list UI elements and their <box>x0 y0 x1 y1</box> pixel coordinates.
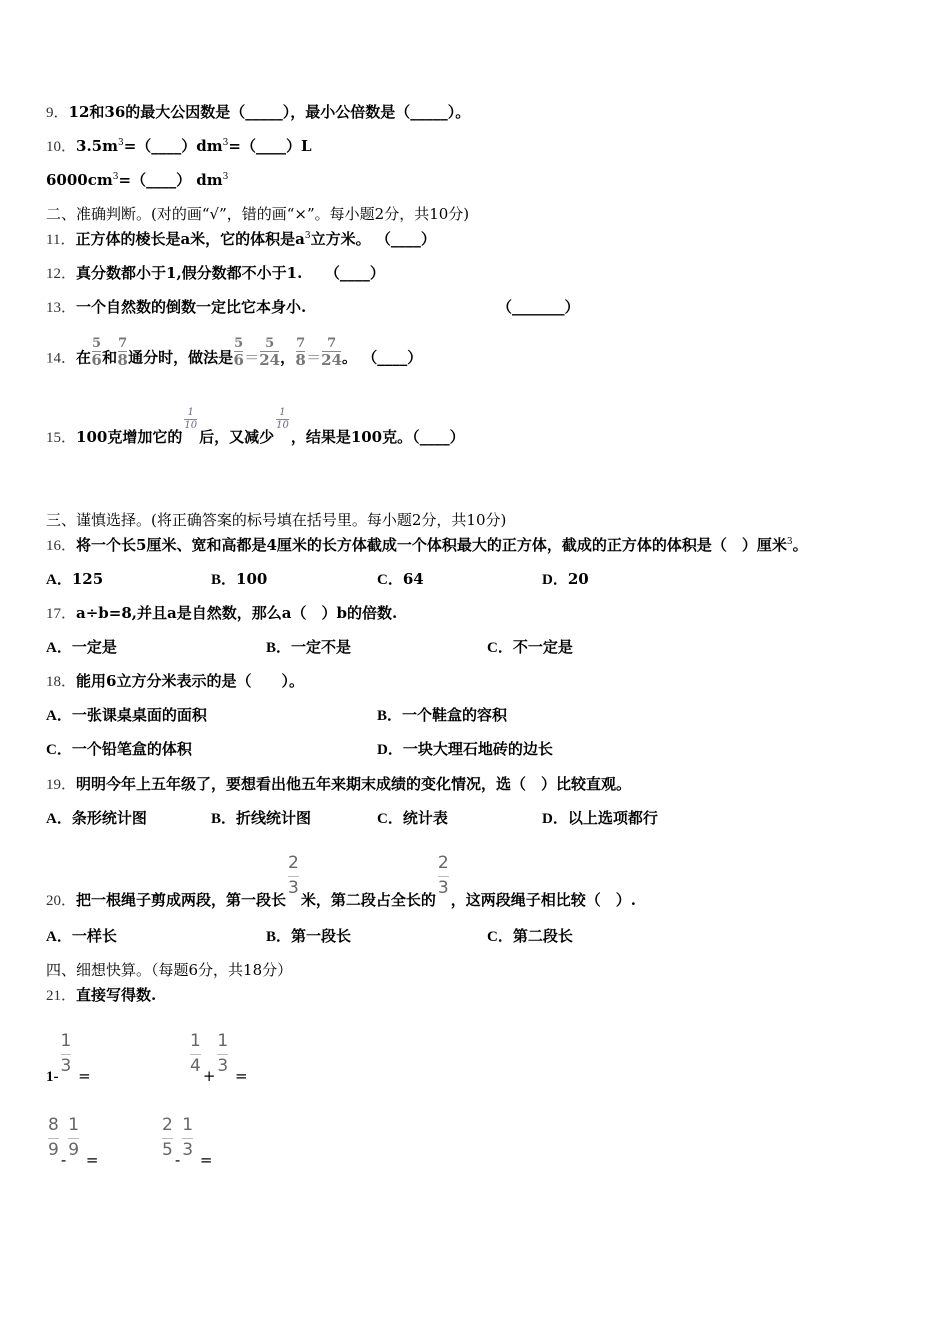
question-text: 100克增加它的 <box>76 428 183 446</box>
fraction <box>68 1117 79 1159</box>
equals-sign: = <box>199 1151 213 1169</box>
option-value: 20 <box>567 570 589 588</box>
operator: + <box>202 1067 216 1085</box>
fraction-bar <box>68 1138 79 1139</box>
superscript: 3 <box>112 172 119 182</box>
question-text: 。 （____） <box>342 348 423 367</box>
fraction <box>233 337 244 368</box>
equals-sign: = <box>85 1151 99 1169</box>
question-text: ， <box>280 348 296 367</box>
question-text: 12和36的最大公因数是（_____），最小公倍数是（_____）。 <box>68 103 471 121</box>
question-text: 将一个长5厘米、宽和高都是4厘米的长方体截成一个体积最大的正方体，截成的正方体的体积是（ ）厘米 <box>76 536 787 554</box>
question-number: 12． <box>46 266 77 282</box>
fraction <box>117 337 128 368</box>
operator: - <box>60 1151 67 1169</box>
numerator: 1 <box>68 1115 80 1135</box>
superscript: 3 <box>222 172 229 182</box>
option-d[interactable] <box>542 808 658 829</box>
denominator: 3 <box>182 1140 194 1160</box>
question-text: 通分时，做法是 <box>128 348 234 367</box>
question-text: 和 <box>102 348 118 367</box>
question-text: 能用6立方分米表示的是（ ）。 <box>76 672 304 690</box>
option-value: 一块大理石地砖的边长 <box>402 740 553 758</box>
option-label: B． <box>211 811 237 827</box>
option-b[interactable] <box>266 637 351 658</box>
numerator: 2 <box>162 1115 173 1135</box>
option-label: D． <box>542 572 568 588</box>
fraction-bar <box>48 1138 59 1139</box>
question-21 <box>46 985 156 1006</box>
question-20 <box>46 853 636 911</box>
numerator: 8 <box>48 1115 59 1135</box>
question-13 <box>46 297 306 318</box>
option-c[interactable] <box>377 808 448 829</box>
fraction-bar <box>162 1138 173 1139</box>
fraction <box>288 855 299 897</box>
fraction-bar <box>190 1054 201 1055</box>
fraction <box>61 1033 72 1075</box>
denominator: 9 <box>68 1140 80 1160</box>
option-b[interactable] <box>266 926 351 947</box>
numerator: 2 <box>288 853 299 873</box>
section-4-heading: 四、细想快算。（每题6分，共18分） <box>46 961 293 979</box>
fraction-bar <box>438 876 449 877</box>
option-label: B． <box>377 708 403 724</box>
superscript: 3 <box>117 138 124 148</box>
option-value: 折线统计图 <box>236 809 312 827</box>
equals-sign: ＝ <box>306 348 322 367</box>
equals-sign: ＝ <box>244 348 260 367</box>
denominator: 8 <box>117 351 128 369</box>
fraction <box>190 1033 201 1075</box>
option-label: C． <box>377 811 403 827</box>
superscript: 3 <box>304 231 311 241</box>
section-2-heading: 二、准确判断。(对的画“√”，错的画“×”。每小题2分，共10分) <box>46 205 470 223</box>
option-value: 一定是 <box>71 638 117 656</box>
denominator: 3 <box>60 1056 72 1076</box>
option-value: 64 <box>402 570 424 588</box>
question-text: 。 <box>792 536 808 554</box>
question-number: 9． <box>46 105 69 121</box>
question-number: 21． <box>46 988 77 1004</box>
option-value: 第一段长 <box>291 927 352 945</box>
fraction <box>184 408 197 431</box>
equals-sign: = <box>78 1067 91 1085</box>
option-label: B． <box>266 640 292 656</box>
option-label: D． <box>542 811 568 827</box>
option-label: D． <box>377 742 403 758</box>
option-c[interactable] <box>377 569 424 590</box>
question-number: 18． <box>46 674 77 690</box>
numerator: 1 <box>187 407 194 418</box>
question-11 <box>46 229 436 250</box>
fraction-bar <box>61 1054 72 1055</box>
option-value: 一张课桌桌面的面积 <box>71 706 207 724</box>
fraction <box>162 1117 173 1159</box>
denominator: 8 <box>295 351 306 369</box>
option-a[interactable] <box>46 705 207 726</box>
numerator: 5 <box>92 336 102 351</box>
option-d[interactable] <box>377 739 553 760</box>
option-value: 不一定是 <box>512 638 573 656</box>
numerator: 1 <box>60 1031 72 1051</box>
option-c[interactable] <box>487 637 573 658</box>
denominator: 24 <box>321 351 343 369</box>
fraction <box>295 337 306 368</box>
option-a[interactable] <box>46 808 147 829</box>
question-10 <box>46 136 312 157</box>
option-value: 统计表 <box>402 809 448 827</box>
question-number: 20． <box>46 893 77 909</box>
denominator: 24 <box>259 351 281 369</box>
option-label: B． <box>266 929 292 945</box>
denominator: 10 <box>184 420 198 431</box>
numerator: 1 <box>182 1115 194 1135</box>
question-number: 17． <box>46 606 77 622</box>
section-3-heading: 三、谨慎选择。(将正确答案的标号填在括号里。每小题2分，共10分) <box>46 511 507 529</box>
question-text: 直接写得数. <box>76 986 157 1004</box>
fraction <box>259 337 280 368</box>
question-text: =（____）L <box>228 137 312 155</box>
question-text: =（____） dm <box>118 171 223 189</box>
denominator: 3 <box>288 878 299 898</box>
question-number: 11． <box>46 232 76 248</box>
denominator: 3 <box>437 878 449 898</box>
fraction <box>91 337 102 368</box>
question-text: 在 <box>76 348 92 367</box>
option-value: 一个鞋盒的容积 <box>402 706 508 724</box>
question-text: 米，第二段占全长的 <box>300 891 436 909</box>
denominator: 4 <box>190 1056 201 1076</box>
question-text: a÷b=8,并且a是自然数，那么a（ ）b的倍数. <box>76 604 398 622</box>
denominator: 6 <box>233 351 244 369</box>
question-text: ，这两段绳子相比较（ ）. <box>450 891 636 909</box>
option-label: C． <box>377 572 403 588</box>
numerator: 1 <box>190 1031 201 1051</box>
option-b[interactable] <box>211 808 311 829</box>
question-text: 真分数都小于1,假分数都不小于1. （____） <box>76 264 385 282</box>
question-text: 明明今年上五年级了，要想看出他五年来期末成绩的变化情况，选（ ）比较直观。 <box>76 775 632 793</box>
question-17 <box>46 603 397 624</box>
option-label: B． <box>211 572 237 588</box>
calc-expression-1 <box>46 1031 91 1086</box>
option-value: 条形统计图 <box>71 809 147 827</box>
question-text: 正方体的棱长是a米，它的体积是a <box>75 230 305 248</box>
option-d[interactable] <box>542 569 589 590</box>
fraction-bar <box>182 1138 193 1139</box>
fraction-bar <box>288 876 299 877</box>
fraction <box>217 1033 228 1075</box>
question-text: 3.5m <box>76 137 118 155</box>
option-label: C． <box>487 929 513 945</box>
option-c[interactable] <box>487 926 573 947</box>
numerator: 7 <box>118 336 128 351</box>
calc-expression-4 <box>160 1115 213 1169</box>
option-a[interactable] <box>46 569 103 590</box>
option-label: A． <box>46 811 72 827</box>
option-b[interactable] <box>377 705 507 726</box>
denominator: 3 <box>217 1056 229 1076</box>
denominator: 6 <box>91 351 102 369</box>
question-number: 16． <box>46 538 77 554</box>
option-label: A． <box>46 708 72 724</box>
fraction <box>438 855 449 897</box>
numerator: 7 <box>296 336 306 351</box>
question-9 <box>46 102 470 123</box>
calc-expression-3 <box>46 1115 99 1169</box>
option-label: A． <box>46 572 72 588</box>
expression-lead: 1- <box>46 1069 59 1085</box>
fraction <box>48 1117 59 1159</box>
question-text: 立方米。 （____） <box>310 230 436 248</box>
question-text: 把一根绳子剪成两段，第一段长 <box>76 891 287 909</box>
numerator: 5 <box>234 336 244 351</box>
question-text: ，结果是100克。（____） <box>290 428 465 446</box>
question-10-part-b <box>46 170 228 190</box>
fraction <box>321 337 342 368</box>
question-14 <box>46 336 423 374</box>
question-text: 后，又减少 <box>199 428 275 446</box>
option-value: 一定不是 <box>291 638 352 656</box>
option-c[interactable] <box>46 739 192 760</box>
question-18 <box>46 671 304 692</box>
question-text: 一个自然数的倒数一定比它本身小. <box>76 298 307 316</box>
question-12 <box>46 263 385 284</box>
equals-sign: = <box>235 1067 248 1085</box>
numerator: 1 <box>217 1031 229 1051</box>
option-value: 第二段长 <box>512 927 573 945</box>
option-label: C． <box>487 640 513 656</box>
denominator: 9 <box>48 1140 59 1160</box>
numerator: 7 <box>327 336 337 351</box>
fraction <box>182 1117 193 1159</box>
option-label: C． <box>46 742 72 758</box>
option-label: A． <box>46 929 72 945</box>
question-15 <box>46 407 465 448</box>
option-value: 一样长 <box>71 927 117 945</box>
question-number: 15． <box>46 430 77 446</box>
option-value: 以上选项都行 <box>567 809 658 827</box>
option-value: 一个铅笔盒的体积 <box>71 740 192 758</box>
question-16 <box>46 535 808 556</box>
superscript: 3 <box>222 138 229 148</box>
option-a[interactable] <box>46 926 117 947</box>
option-value: 125 <box>71 570 104 588</box>
calc-expression-2 <box>188 1031 248 1085</box>
fraction-bar <box>217 1054 228 1055</box>
option-b[interactable] <box>211 569 267 590</box>
question-13-blank: （_______） <box>497 298 580 316</box>
question-number: 13． <box>46 300 77 316</box>
question-text: =（____）dm <box>123 137 223 155</box>
option-a[interactable] <box>46 637 117 658</box>
numerator: 5 <box>265 336 275 351</box>
question-19 <box>46 774 631 795</box>
question-text: 6000cm <box>46 171 113 189</box>
numerator: 1 <box>279 407 286 418</box>
question-number: 10． <box>46 139 77 155</box>
option-value: 100 <box>236 570 268 588</box>
numerator: 2 <box>437 853 449 873</box>
question-number: 14． <box>46 350 77 367</box>
fraction <box>276 408 289 431</box>
question-number: 19． <box>46 777 77 793</box>
operator: - <box>174 1151 181 1169</box>
superscript: 3 <box>786 537 793 547</box>
option-label: A． <box>46 640 72 656</box>
denominator: 5 <box>162 1140 173 1160</box>
denominator: 10 <box>276 420 289 431</box>
